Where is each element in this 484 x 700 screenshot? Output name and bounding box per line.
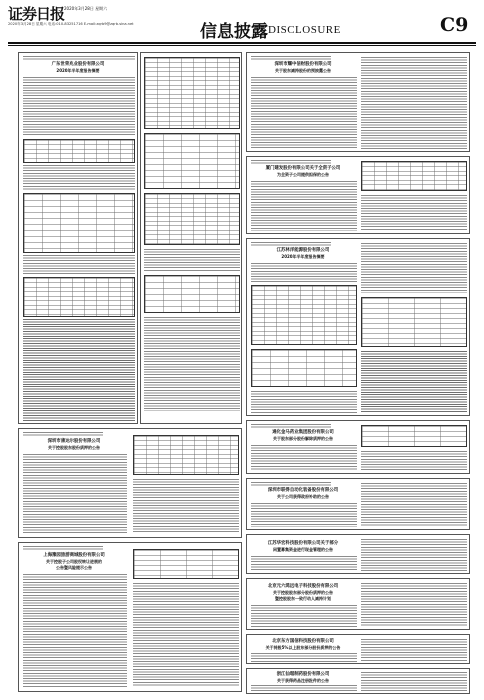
data-table [133,435,239,475]
announcement-title: 江苏林洋能源股份有限公司 [276,248,330,253]
data-table [361,161,467,191]
body-text [251,391,357,413]
block-caption-lines [251,482,331,487]
announcement-subtitle-2: 暨控股股东一致行动人减持计划 [275,596,331,601]
block-caption-lines [251,160,331,165]
data-table [23,139,135,163]
announcement-subtitle: 关于股东减持股份的预披露公告 [275,68,331,73]
announcement-subtitle: 为全资子公司提供担保的公告 [277,172,329,177]
contact-line: 2020年3月28日 星期六 电话:010-83251716 E-mail:zqrb9@zqrb.sina.net [8,22,134,26]
announcement-subtitle: 关于控股子公司股权转让进展的 [46,559,102,564]
page-number: C9 [440,14,469,36]
body-text [251,503,357,527]
body-text [144,317,240,411]
body-text [361,57,467,149]
announcement-title: 浙江仙琚制药股份有限公司 [276,672,330,677]
announcement-jiangsu [246,238,470,416]
announcement-subtitle: 关于控股股东股份质押的公告 [48,445,100,450]
block-caption-lines [23,56,135,61]
body-text [251,77,357,149]
body-text [23,454,127,534]
announcement-subtitle: 关于持股5%以上股东部分股份质押的公告 [265,645,341,650]
data-table [361,425,467,447]
announcement-subtitle: 关于公司获得政府补助的公告 [277,494,329,499]
announcement-right-e [246,634,470,664]
issue-date: 2020年3月28日 星期六 [64,6,108,11]
data-table [144,133,240,189]
body-text [251,653,357,662]
body-text [361,672,467,693]
announcement-guangdong [18,52,138,424]
body-text [23,319,135,421]
announcement-title: 深圳市耀中信财股份有限公司 [274,62,332,67]
body-text [361,539,467,571]
announcement-left-bottom [18,542,242,692]
body-text [23,574,127,688]
announcement-right-f [246,668,470,694]
body-text [361,243,467,293]
body-text [23,165,135,191]
announcement-title: 江苏华宏科技股份有限公司关于部分 [267,541,339,546]
block-caption-lines [251,56,331,61]
announcement-title: 深圳市联得自动化装备股份有限公司 [267,488,339,493]
announcement-right-a [246,420,470,474]
body-text [251,556,357,571]
announcement-shenzhen [246,52,470,152]
body-text [361,195,467,231]
announcement-subtitle: 关于获得药品注册批件的公告 [277,678,329,683]
header-rule [8,42,476,44]
announcement-subtitle: 2020年半年度报告摘要 [281,254,325,259]
header-rule-thin [8,45,476,46]
data-table [144,275,240,313]
announcement-subtitle-2: 公告暨风险提示公告 [56,565,92,570]
body-text [251,181,357,231]
body-text [361,483,467,527]
announcement-title: 北京东方国信科技股份有限公司 [272,639,334,644]
announcement-title: 北京元六鸿远电子科技股份有限公司 [267,584,339,589]
data-table [23,193,135,253]
body-text [361,351,467,413]
announcement-subtitle: 关于股东部分股份解除质押的公告 [273,436,333,441]
block-caption-lines [23,432,103,437]
section-title: 信息披露 [200,22,268,42]
announcement-title: 深圳市康达尔股份有限公司 [47,439,101,444]
data-table [144,57,240,129]
body-text [144,249,240,271]
data-table [133,549,239,579]
announcement-title: 通化金马药业集团股份有限公司 [272,430,334,435]
body-text [23,77,135,137]
body-text [251,263,357,283]
announcement-subtitle: 关于控股股东部分股份质押的公告 [273,590,333,595]
data-table [251,349,357,387]
announcement-xiamen [246,156,470,234]
newspaper-logo: 证券日报 [8,5,65,23]
body-text [361,639,467,662]
block-caption-lines [251,242,331,247]
announcement-right-d [246,578,470,630]
body-text [251,605,357,627]
announcement-title: 厦门建发股份有限公司关于全资子公司 [265,166,341,171]
announcement-right-b [246,478,470,530]
body-text [251,685,357,693]
announcement-left-mid [18,428,242,538]
body-text [251,445,357,471]
data-table [251,285,357,345]
body-text [361,451,467,471]
data-table [144,193,240,245]
block-caption-lines [251,424,331,429]
body-text [133,479,239,533]
section-title-english: DISCLOSURE [268,24,341,36]
announcement-guangdong-continued [140,52,242,424]
announcement-subtitle: 闲置募集资金进行现金管理的公告 [273,547,333,552]
data-table [23,277,135,317]
masthead [0,0,484,46]
announcement-title: 广东世荣兆业股份有限公司 [51,62,105,67]
announcement-right-c [246,534,470,574]
announcement-subtitle: 2020年半年度报告摘要 [56,68,100,73]
announcement-title: 上海豫园旅游商城股份有限公司 [43,553,105,558]
block-caption-lines [23,546,103,551]
data-table [361,297,467,347]
body-text [23,255,135,275]
body-text [133,583,239,687]
body-text [361,583,467,627]
